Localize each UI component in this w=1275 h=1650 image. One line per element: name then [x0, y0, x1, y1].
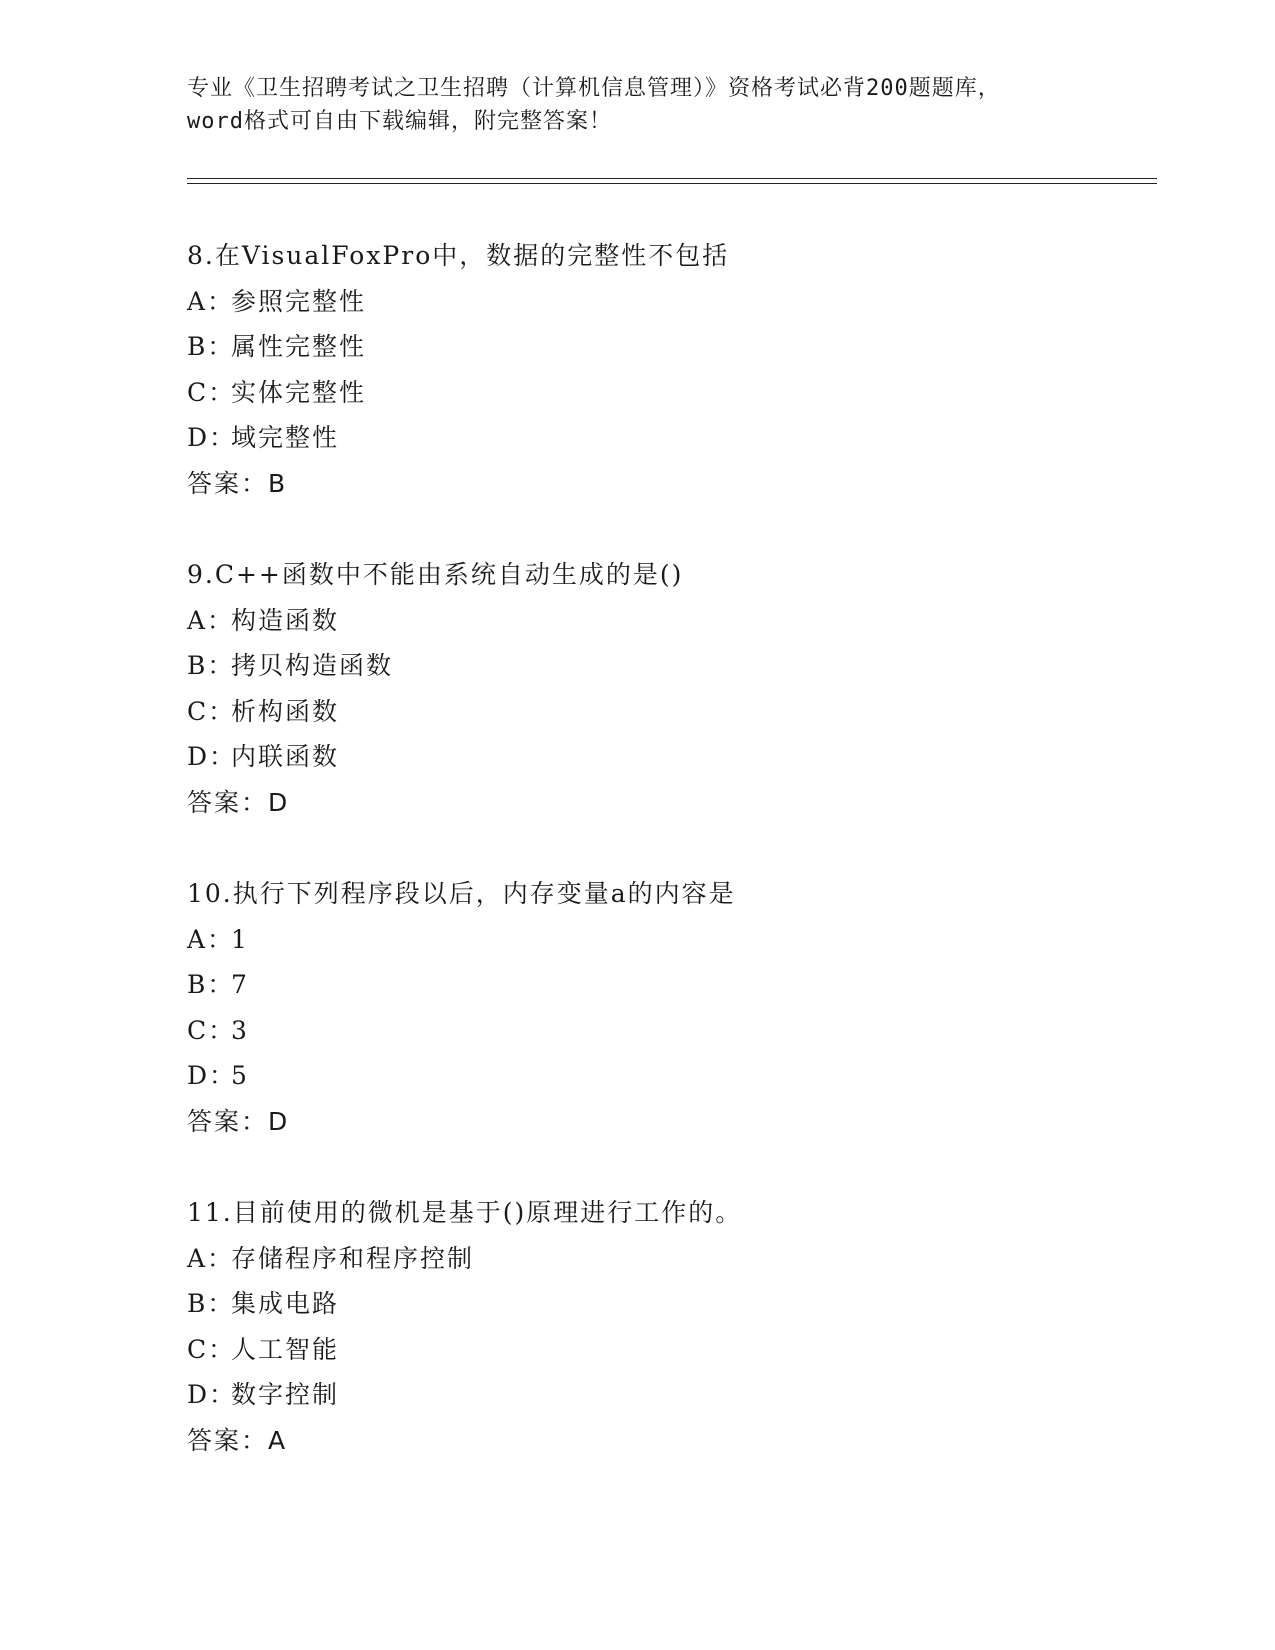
question-stem: 8.在VisualFoxPro中，数据的完整性不包括 [187, 241, 730, 270]
option-text: 人工智能 [231, 1334, 340, 1364]
question-8 [187, 233, 1147, 506]
option-text: 数字控制 [231, 1380, 340, 1409]
option-a [187, 1236, 1147, 1282]
question-stem: 11.目前使用的微机是基于()原理进行工作的。 [187, 1198, 743, 1227]
option-b [187, 324, 1147, 370]
option-key: A： [187, 924, 235, 954]
answer-label: 答案： [187, 468, 269, 498]
answer-value: B [268, 468, 288, 498]
option-key: C： [187, 377, 236, 407]
question-stem: 9.C++函数中不能由系统自动生成的是() [187, 560, 684, 589]
option-key: D： [187, 423, 237, 452]
answer-label: 答案： [187, 1425, 269, 1455]
answer-line [187, 780, 1147, 826]
header-divider-top [187, 178, 1157, 179]
question-stem: 10.执行下列程序段以后，内存变量a的内容是 [187, 879, 736, 908]
document-header [187, 72, 1087, 138]
option-key: A： [187, 605, 235, 635]
option-key: D： [187, 742, 237, 771]
option-b [187, 1281, 1147, 1327]
option-d [187, 734, 1147, 780]
option-c [187, 1327, 1147, 1373]
answer-value: D [268, 787, 290, 817]
header-title-line-2: word格式可自由下载编辑，附完整答案！ [187, 109, 612, 134]
option-d [187, 415, 1147, 461]
answer-line [187, 461, 1147, 507]
option-text: 析构函数 [231, 696, 340, 726]
option-key: D： [187, 1380, 237, 1409]
option-c [187, 370, 1147, 416]
option-key: C： [187, 1015, 236, 1045]
header-title-line-1: 专业《卫生招聘考试之卫生招聘（计算机信息管理）》资格考试必背200题题库， [187, 76, 1001, 101]
question-9 [187, 552, 1147, 825]
question-10 [187, 871, 1147, 1144]
option-text: 1 [231, 924, 249, 954]
option-key: A： [187, 1243, 235, 1273]
header-divider-bottom [187, 183, 1157, 184]
answer-label: 答案： [187, 787, 269, 817]
option-a [187, 598, 1147, 644]
option-text: 参照完整性 [231, 286, 367, 316]
option-a [187, 279, 1147, 325]
option-text: 3 [231, 1015, 249, 1045]
option-text: 拷贝构造函数 [231, 651, 394, 680]
option-d [187, 1053, 1147, 1099]
option-b [187, 962, 1147, 1008]
answer-value: D [268, 1106, 290, 1136]
option-key: C： [187, 696, 236, 726]
option-text: 内联函数 [231, 742, 340, 771]
option-text: 构造函数 [231, 605, 340, 635]
answer-value: A [268, 1425, 288, 1455]
option-text: 存储程序和程序控制 [231, 1243, 475, 1273]
option-c [187, 1008, 1147, 1054]
answer-label: 答案： [187, 1106, 269, 1136]
answer-line [187, 1418, 1147, 1464]
option-key: B： [187, 1289, 235, 1318]
option-key: D： [187, 1061, 237, 1090]
option-text: 集成电路 [231, 1289, 340, 1318]
option-b [187, 643, 1147, 689]
option-key: B： [187, 332, 235, 361]
question-list [187, 233, 1147, 1509]
option-key: B： [187, 970, 235, 999]
option-text: 实体完整性 [231, 377, 367, 407]
option-text: 5 [231, 1061, 249, 1090]
option-c [187, 689, 1147, 735]
option-key: B： [187, 651, 235, 680]
question-11 [187, 1190, 1147, 1463]
option-text: 7 [231, 970, 249, 999]
option-text: 属性完整性 [231, 332, 367, 361]
option-key: A： [187, 286, 235, 316]
answer-line [187, 1099, 1147, 1145]
option-a [187, 917, 1147, 963]
option-text: 域完整性 [231, 423, 340, 452]
option-d [187, 1372, 1147, 1418]
option-key: C： [187, 1334, 236, 1364]
